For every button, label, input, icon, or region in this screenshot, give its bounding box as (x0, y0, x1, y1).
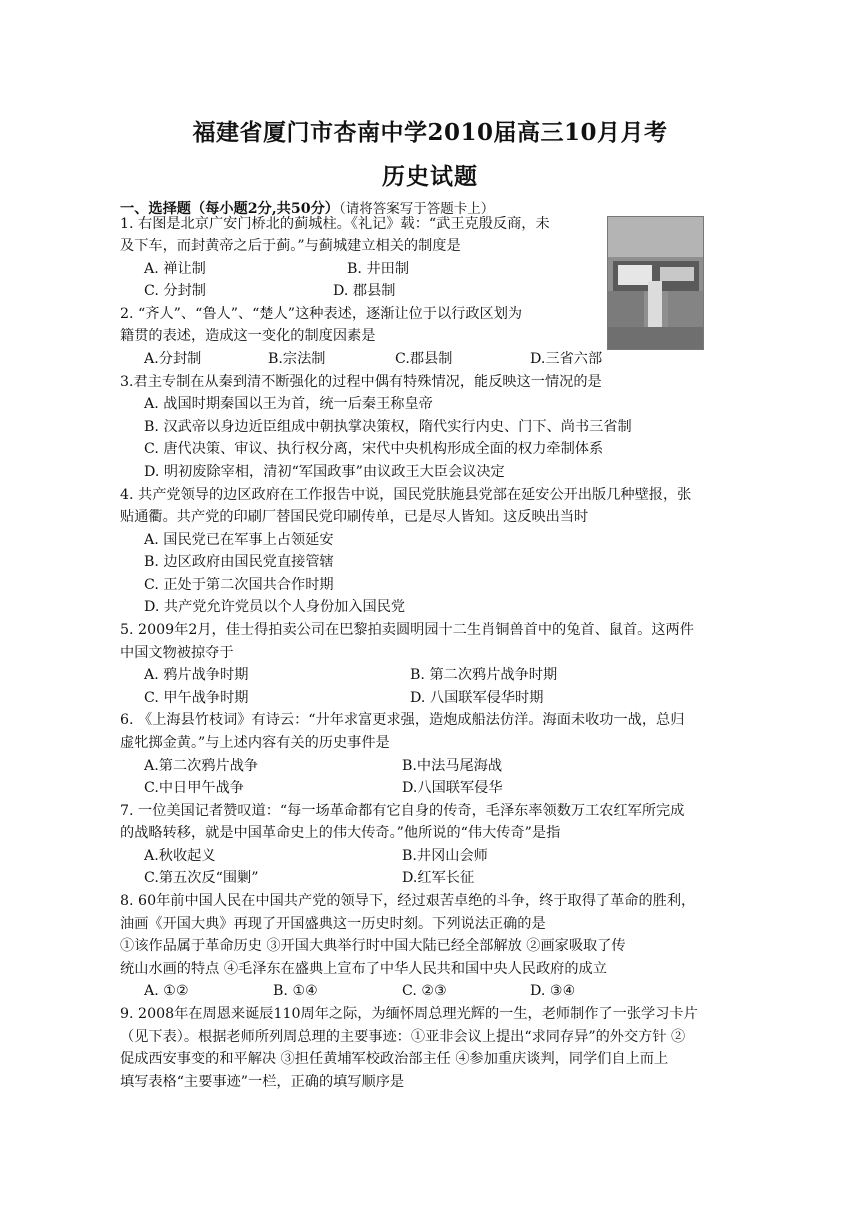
answer-option: D. 明初废除宰相，清初“军国政事”由议政王大臣会议决定 (144, 464, 505, 480)
answer-option: D. 共产党允许党员以个人身份加入国民党 (144, 599, 406, 615)
answer-option: B. 第二次鸦片战争时期 (410, 667, 558, 683)
question-text-line: 2. “齐人”、“鲁人”、“楚人”这种表述，逐渐让位于以行政区划为 (120, 306, 523, 322)
question-text-line: 8. 60年前中国人民在中国共产党的领导下，经过艰苦卓绝的斗争，终于取得了革命的胜利， (120, 893, 696, 909)
question-text-line: 贴通衢。共产党的印刷厂替国民党印刷传单，已是尽人皆知。这反映出当时 (120, 509, 589, 525)
answer-option: A. 鸦片战争时期 (144, 667, 249, 683)
answer-option: A. 国民党已在军事上占领延安 (144, 532, 334, 548)
answer-option: D.八国联军侵华 (402, 780, 503, 796)
exam-subtitle: 历史试题 (382, 163, 478, 190)
answer-option: B. ①④ (273, 983, 318, 999)
question-text-line: 中国文物被掠夺于 (120, 645, 234, 661)
question-text-line: 3.君主专制在从秦到清不断强化的过程中偶有特殊情况，能反映这一情况的是 (120, 374, 602, 390)
answer-option: C.第五次反“围剿” (144, 870, 259, 886)
answer-option: C. 甲午战争时期 (144, 690, 249, 706)
answer-option: D.红军长征 (402, 870, 475, 886)
answer-option: B.宗法制 (268, 351, 326, 367)
question-text-line: 9. 2008年在周恩来诞辰110周年之际，为缅怀周总理光辉的一生，老师制作了一张学习卡片 (120, 1006, 698, 1022)
answer-option: C. 唐代决策、审议、执行权分离，宋代中央机构形成全面的权力牵制体系 (144, 441, 604, 457)
question-text-line: 统山水画的特点 ④毛泽东在盛典上宣布了中华人民共和国中央人民政府的成立 (120, 961, 607, 977)
photo-illustration (608, 217, 703, 349)
answer-option: C. 正处于第二次国共合作时期 (144, 577, 334, 593)
question-text-line: 的战略转移，就是中国革命史上的伟大传奇。”他所说的“伟大传奇”是指 (120, 825, 561, 841)
question-text-line: 促成西安事变的和平解决 ③担任黄埔军校政治部主任 ④参加重庆谈判，同学们自上而上 (120, 1051, 669, 1067)
question-text-line: （见下表）。根据老师所列周总理的主要事迹：①亚非会议上提出“求同存异”的外交方针 ② (120, 1029, 686, 1045)
question-text-line: 籍贯的表述，造成这一变化的制度因素是 (120, 328, 376, 344)
answer-option: B. 边区政府由国民党直接管辖 (144, 554, 334, 570)
answer-option: C.郡县制 (395, 351, 453, 367)
answer-option: A.分封制 (144, 351, 202, 367)
question-text-line: 7. 一位美国记者赞叹道：“每一场革命都有它自身的传奇，毛泽东率领数万工农红军所完成 (120, 803, 685, 819)
question-text-line: 4. 共产党领导的边区政府在工作报告中说，国民党肤施县党部在延安公开出版几种壁报，张 (120, 487, 692, 503)
question-text-line: 虚牝掷金黄。”与上述内容有关的历史事件是 (120, 735, 390, 751)
question-text-line: 及下车，而封黄帝之后于蓟。”与蓟城建立相关的制度是 (120, 238, 461, 254)
answer-option: D. ③④ (530, 983, 576, 999)
exam-title: 福建省厦门市杏南中学2010届高三10月月考 (192, 119, 668, 146)
question-text-line: 1. 右图是北京广安门桥北的蓟城柱。《礼记》载：“武王克殷反商，未 (120, 216, 550, 232)
answer-option: A. 禅让制 (144, 261, 206, 277)
answer-option: D. 郡县制 (333, 283, 396, 299)
answer-option: C.中日甲午战争 (144, 780, 244, 796)
section-note: （请将答案写于答题卡上） (339, 201, 495, 217)
answer-option: B.井冈山会师 (402, 848, 488, 864)
answer-option: B. 井田制 (347, 261, 410, 277)
answer-option: B. 汉武帝以身边近臣组成中朝执掌决策权，隋代实行内史、门下、尚书三省制 (144, 419, 632, 435)
question-text-line: ①该作品属于革命历史 ③开国大典举行时中国大陆已经全部解放 ②画家吸取了传 (120, 938, 626, 954)
question-text-line: 5. 2009年2月，佳士得拍卖公司在巴黎拍卖圆明园十二生肖铜兽首中的兔首、鼠首。这两件 (120, 622, 694, 638)
question-text-line: 油画《开国大典》再现了开国盛典这一历史时刻。下列说法正确的是 (120, 916, 546, 932)
answer-option: A. ①② (144, 983, 189, 999)
answer-option: A. 战国时期秦国以王为首，统一后秦王称皇帝 (144, 396, 433, 412)
answer-option: A.秋收起义 (144, 848, 216, 864)
answer-option: C. 分封制 (144, 283, 206, 299)
section-label: 一、选择题（每小题2分,共50分） (120, 201, 339, 217)
archway-photo-icon (607, 216, 704, 350)
answer-option: A.第二次鸦片战争 (144, 758, 259, 774)
answer-option: D.三省六部 (530, 351, 603, 367)
answer-option: D. 八国联军侵华时期 (410, 690, 544, 706)
question-text-line: 6. 《上海县竹枝词》有诗云：“廾年求富更求强，造炮成船法仿洋。海面未收功一战，总归 (120, 712, 685, 728)
answer-option: C. ②③ (402, 983, 447, 999)
question-text-line: 填写表格“主要事迹”一栏，正确的填写顺序是 (120, 1074, 405, 1090)
answer-option: B.中法马尾海战 (402, 758, 503, 774)
